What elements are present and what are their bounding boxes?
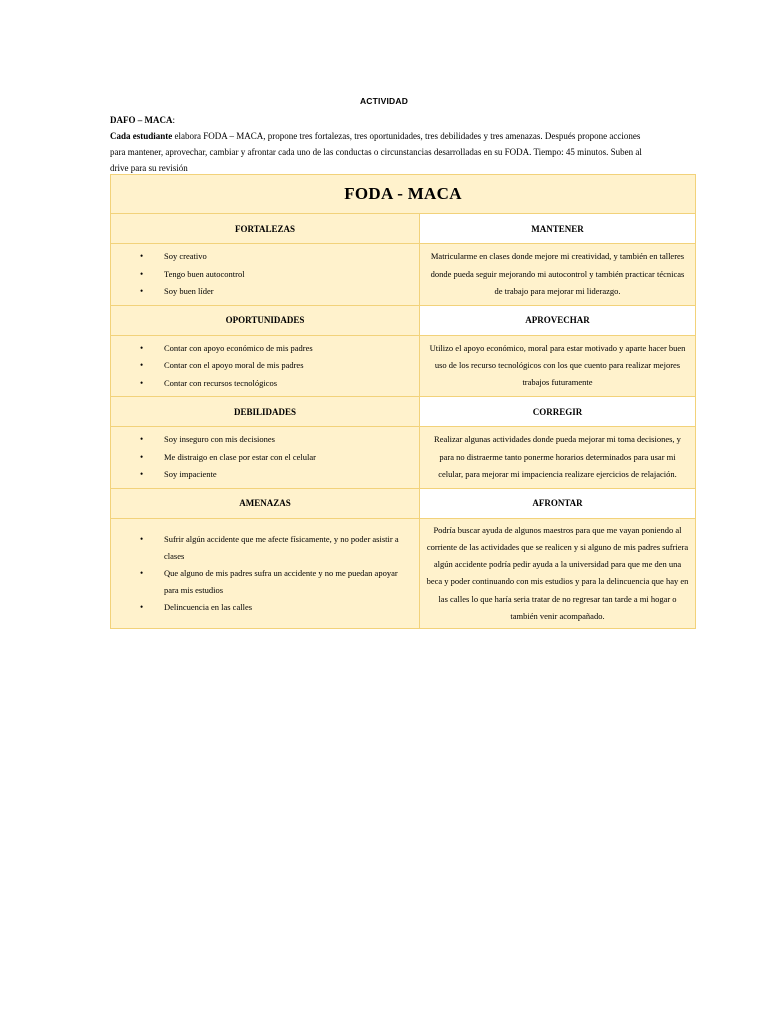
subtitle-line	[110, 112, 658, 128]
afrontar-text: Podría buscar ayuda de algunos maestros para que me vayan poniendo al corriente de las actividades que se realicen y si alguno de mis padres sufriera algún accidente podría pedir ayuda a la universidad para que me den una beca y poder continuando con mis estudios y para la delincuencia que hay en las calles lo que haría seria tratar de no regresar tan tarde a mi hogar o también venir acompañado.	[420, 518, 696, 629]
header-oportunidades: OPORTUNIDADES	[111, 305, 420, 335]
debilidades-list	[111, 431, 419, 484]
list-item: • Me distraigo en clase por estar con el celular	[164, 449, 419, 467]
list-item: • Soy buen líder	[164, 283, 419, 301]
aprovechar-text: Utilizo el apoyo económico, moral para estar motivado y aparte hacer buen uso de los recurso tecnológicos con los que cuento para realizar mejores trabajos futuramente	[420, 335, 696, 397]
list-item: • Que alguno de mis padres sufra un accidente y no me puedan apoyar para mis estudios	[164, 565, 419, 599]
header-corregir: CORREGIR	[420, 397, 696, 427]
instructions-line-1	[110, 128, 658, 144]
list-item: • Contar con apoyo económico de mis padres	[164, 340, 419, 358]
list-item: • Sufrir algún accidente que me afecte físicamente, y no poder asistir a clases	[164, 531, 419, 565]
subtitle-suffix: :	[172, 115, 176, 125]
list-item: • Soy impaciente	[164, 466, 419, 484]
page-title: ACTIVIDAD	[359, 96, 409, 106]
mantener-text: Matricularme en clases donde mejore mi creatividad, y también en talleres donde pueda seguir mejorando mi autocontrol y también practicar técnicas de trabajo para mejorar mi liderazgo.	[420, 244, 696, 306]
corregir-text: Realizar algunas actividades donde pueda mejorar mi toma decisiones, y para no distraerme tanto ponerme horarios determinados para usar mi celular, para mejorar mi impaciencia realizare ejercicios de relajación.	[420, 427, 696, 489]
intro-block	[110, 112, 658, 176]
fortalezas-cell	[111, 244, 420, 306]
list-item: • Contar con recursos tecnológicos	[164, 375, 419, 393]
header-amenazas: AMENAZAS	[111, 488, 420, 518]
header-fortalezas: FORTALEZAS	[111, 214, 420, 244]
fortalezas-list	[111, 248, 419, 301]
list-item: • Soy creativo	[164, 248, 419, 266]
amenazas-cell	[111, 518, 420, 629]
instructions-line-2: para mantener, aprovechar, cambiar y afrontar cada uno de las conductas o circunstancias desarrolladas en su FODA. Tiempo: 45 minutos. Suben al	[110, 147, 642, 157]
list-item: • Delincuencia en las calles	[164, 599, 419, 616]
header-debilidades: DEBILIDADES	[111, 397, 420, 427]
list-item: • Contar con el apoyo moral de mis padres	[164, 357, 419, 375]
table-title: FODA - MACA	[111, 175, 696, 214]
oportunidades-list	[111, 340, 419, 393]
list-item: • Tengo buen autocontrol	[164, 266, 419, 284]
oportunidades-cell	[111, 335, 420, 397]
subtitle: DAFO – MACA	[110, 115, 173, 125]
debilidades-cell	[111, 427, 420, 489]
instructions-line-3: drive para su revisión	[110, 163, 188, 173]
list-item: • Soy inseguro con mis decisiones	[164, 431, 419, 449]
header-aprovechar: APROVECHAR	[420, 305, 696, 335]
header-mantener: MANTENER	[420, 214, 696, 244]
instructions-text-1: elabora FODA – MACA, propone tres fortalezas, tres oportunidades, tres debilidades y tres amenazas. Después propone acciones	[172, 131, 641, 141]
amenazas-list	[111, 531, 419, 616]
foda-table	[110, 174, 696, 629]
header-afrontar: AFRONTAR	[420, 488, 696, 518]
instructions-bold: Cada estudiante	[110, 131, 173, 141]
